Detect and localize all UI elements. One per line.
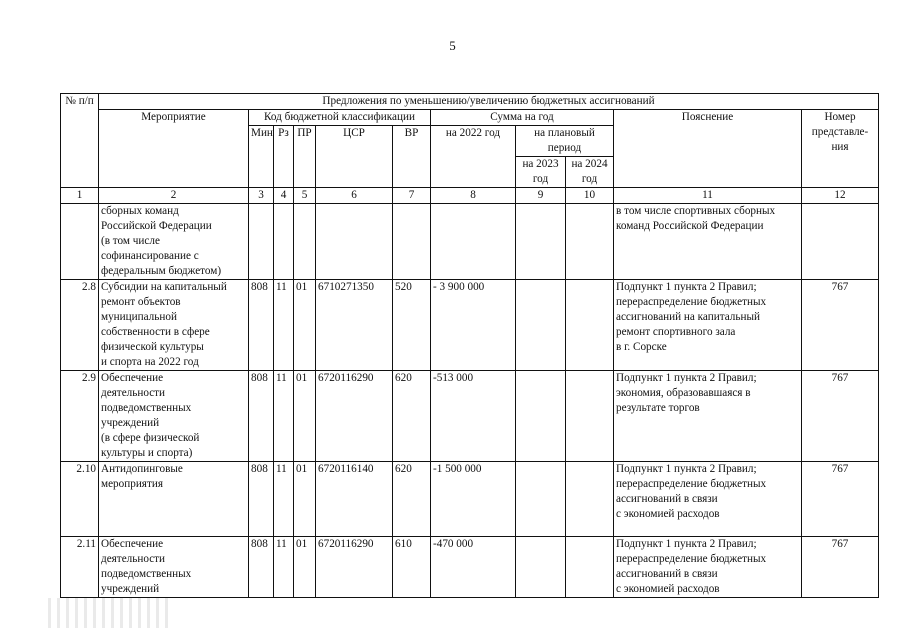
row-vr: 520 [393, 280, 431, 371]
row-min: 808 [249, 371, 274, 462]
table-row [61, 537, 879, 598]
header-y2022: на 2022 год [431, 126, 516, 188]
row-sum-2023 [516, 204, 566, 280]
row-csr: 6720116290 [316, 537, 393, 598]
row-pr: 01 [294, 537, 316, 598]
row-min: 808 [249, 462, 274, 537]
row-pr [294, 204, 316, 280]
column-number-4: 4 [274, 188, 294, 204]
column-number-1: 1 [61, 188, 99, 204]
row-np [61, 204, 99, 280]
row-number [802, 204, 879, 280]
row-pr: 01 [294, 371, 316, 462]
budget-table [60, 93, 879, 598]
row-rz: 11 [274, 280, 294, 371]
row-event: Субсидии на капитальный ремонт объектов муниципальной собственности в сфере физической культуры и спорта на 2022 год [99, 280, 249, 371]
header-explanation: Пояснение [614, 110, 802, 188]
row-rz: 11 [274, 462, 294, 537]
column-number-row [61, 188, 879, 204]
row-np: 2.9 [61, 371, 99, 462]
row-min: 808 [249, 537, 274, 598]
row-csr: 6720116140 [316, 462, 393, 537]
row-vr [393, 204, 431, 280]
column-number-5: 5 [294, 188, 316, 204]
header-y2023: на 2023 год [516, 157, 566, 188]
column-number-6: 6 [316, 188, 393, 204]
row-min [249, 204, 274, 280]
row-np: 2.10 [61, 462, 99, 537]
column-number-12: 12 [802, 188, 879, 204]
row-explanation: Подпункт 1 пункта 2 Правил; экономия, образовавшаяся в результате торгов [614, 371, 802, 462]
row-event: Обеспечение деятельности подведомственных учреждений (в сфере физической культуры и спорта) [99, 371, 249, 462]
column-number-8: 8 [431, 188, 516, 204]
header-csr: ЦСР [316, 126, 393, 188]
header-sum: Сумма на год [431, 110, 614, 126]
row-number: 767 [802, 462, 879, 537]
table-row [61, 280, 879, 371]
row-explanation: Подпункт 1 пункта 2 Правил; перераспределение бюджетных ассигнований в связи с экономией расходов [614, 462, 802, 537]
column-number-2: 2 [99, 188, 249, 204]
header-planned: на плановый период [516, 126, 614, 157]
header-event: Мероприятие [99, 110, 249, 188]
column-number-11: 11 [614, 188, 802, 204]
row-sum-2024 [566, 462, 614, 537]
column-number-9: 9 [516, 188, 566, 204]
column-number-10: 10 [566, 188, 614, 204]
row-sum-2023 [516, 537, 566, 598]
row-rz: 11 [274, 371, 294, 462]
row-csr [316, 204, 393, 280]
row-min: 808 [249, 280, 274, 371]
row-event: сборных команд Российской Федерации (в том числе софинансирование с федеральным бюджетом) [99, 204, 249, 280]
row-rz [274, 204, 294, 280]
row-sum-2024 [566, 537, 614, 598]
row-sum-2024 [566, 204, 614, 280]
row-sum-2024 [566, 371, 614, 462]
row-sum-2023 [516, 280, 566, 371]
row-event: Обеспечение деятельности подведомственных учреждений [99, 537, 249, 598]
row-explanation: Подпункт 1 пункта 2 Правил; перераспределение бюджетных ассигнований на капитальный ремонт спортивного зала в г. Сорске [614, 280, 802, 371]
row-np: 2.11 [61, 537, 99, 598]
header-rz: Рз [274, 126, 294, 188]
row-explanation: в том числе спортивных сборных команд Российской Федерации [614, 204, 802, 280]
table-row [61, 462, 879, 537]
column-number-3: 3 [249, 188, 274, 204]
row-vr: 620 [393, 462, 431, 537]
header-proposals: Предложения по уменьшению/увеличению бюджетных ассигнований [99, 94, 879, 110]
row-sum-2024 [566, 280, 614, 371]
header-y2024: на 2024 год [566, 157, 614, 188]
row-explanation: Подпункт 1 пункта 2 Правил; перераспределение бюджетных ассигнований в связи с экономией расходов [614, 537, 802, 598]
row-sum-2022: - 3 900 000 [431, 280, 516, 371]
row-sum-2022: -470 000 [431, 537, 516, 598]
row-csr: 6720116290 [316, 371, 393, 462]
column-number-7: 7 [393, 188, 431, 204]
header-min: Мин [249, 126, 274, 188]
row-csr: 6710271350 [316, 280, 393, 371]
header-pr: ПР [294, 126, 316, 188]
row-np: 2.8 [61, 280, 99, 371]
row-vr: 610 [393, 537, 431, 598]
scan-artifact [48, 598, 168, 628]
row-rz: 11 [274, 537, 294, 598]
row-sum-2022 [431, 204, 516, 280]
header-code: Код бюджетной классификации [249, 110, 431, 126]
row-pr: 01 [294, 462, 316, 537]
row-number: 767 [802, 371, 879, 462]
header-np: № п/п [61, 94, 99, 188]
row-sum-2023 [516, 371, 566, 462]
row-event: Антидопинговые мероприятия [99, 462, 249, 537]
row-sum-2023 [516, 462, 566, 537]
header-number: Номер представле-ния [802, 110, 879, 188]
row-sum-2022: -513 000 [431, 371, 516, 462]
row-number: 767 [802, 280, 879, 371]
row-pr: 01 [294, 280, 316, 371]
table-row [61, 204, 879, 280]
row-number: 767 [802, 537, 879, 598]
table-row [61, 371, 879, 462]
page-number: 5 [449, 38, 456, 53]
row-vr: 620 [393, 371, 431, 462]
header-vr: ВР [393, 126, 431, 188]
row-sum-2022: -1 500 000 [431, 462, 516, 537]
